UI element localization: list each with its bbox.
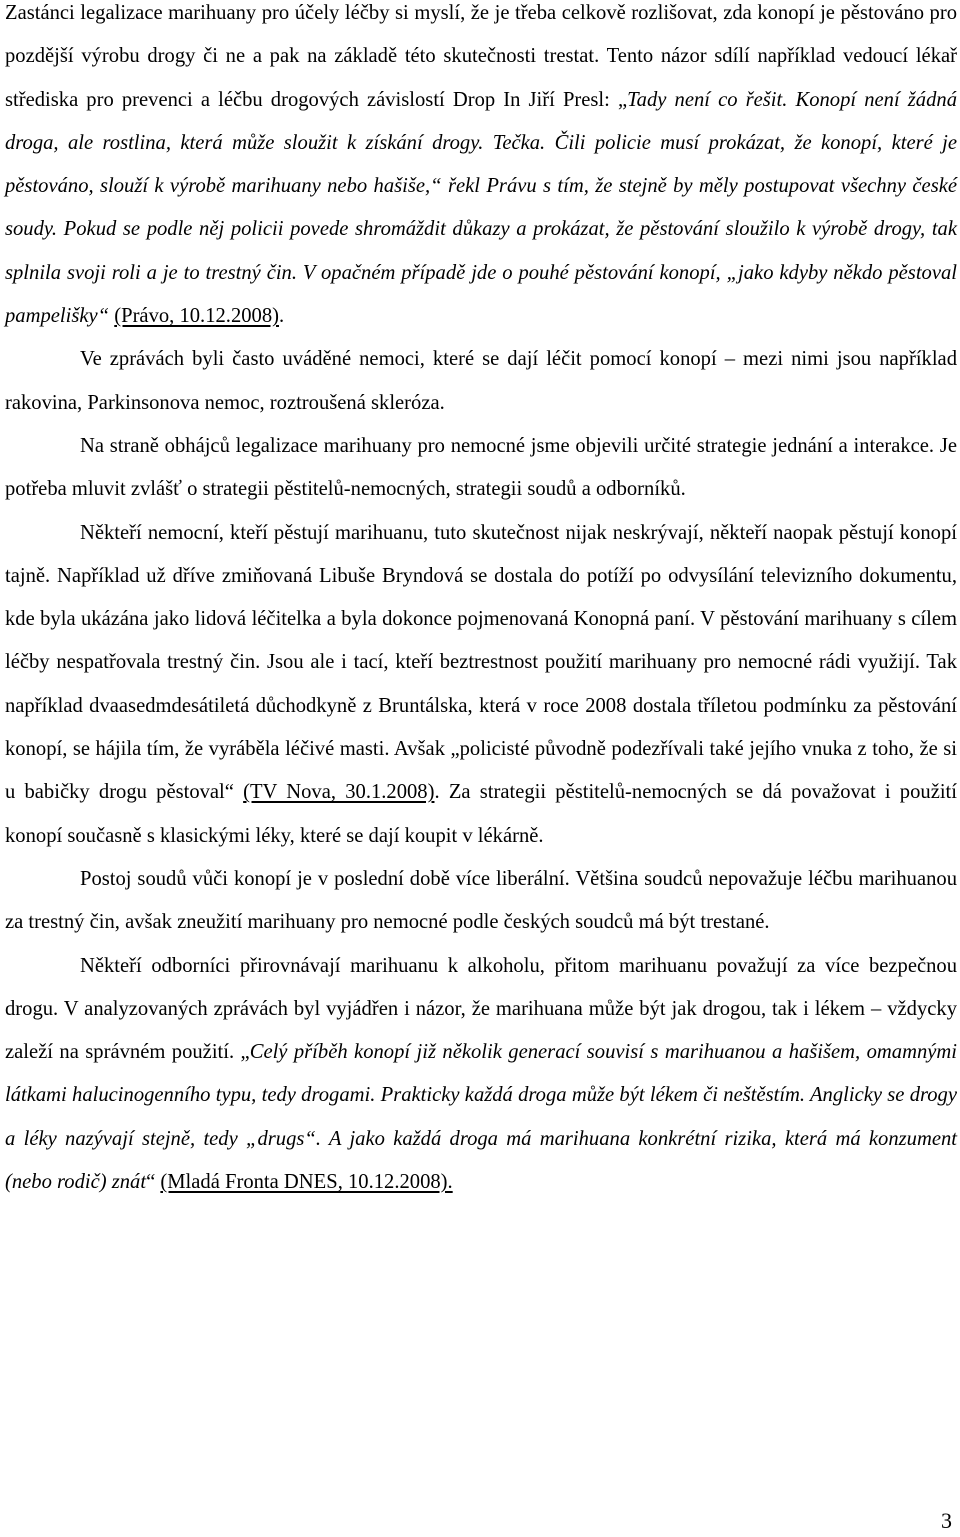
paragraph-5 [5, 858, 957, 945]
body-text [5, 0, 957, 1204]
paragraph-text: Na straně obhájců legalizace marihuany pro nemocné jsme objevili určité strategie jednání a interakce. Je potřeba mluvit zvlášť o strategii pěstitelů-nemocných, strategii soudů a odborníků. [5, 434, 957, 501]
page-number: 3 [941, 1508, 952, 1533]
paragraph-text: . [279, 305, 285, 328]
source-citation: (Mladá Fronta DNES, 10.12.2008). [160, 1171, 453, 1194]
paragraph-text: “ [146, 1171, 161, 1194]
paragraph-text: . Za strategii pěstitelů-nemocných se dá považovat i použití konopí současně s klasickými léky, které se dají koupit v lékárně. [5, 781, 957, 847]
paragraph-text: Zastánci legalizace marihuany pro účely léčby si myslí, že je třeba celkově rozlišovat, zda konopí je pěstováno pro pozdější výrobu drogy či ne a pak na základě této skutečnosti trestat. Tento názor sdílí například vedoucí lékař střediska pro prevenci a léčbu drogových závislostí Drop In Jiří Presl: „ [5, 2, 957, 111]
italic-quote: Tady není co řešit. Konopí není žádná droga, ale rostlina, která může sloužit k získání drogy. Tečka. Čili policie musí prokázat, že konopí, které je pěstováno, slouží k výrobě marihuany nebo hašiše,“ řekl Právu s tím, že stejně by měly postupovat všechny české soudy. Pokud se podle něj policii povede shromáždit důkazy a prokázat, že pěstování sloužilo k výrobě drogy, tak splnila svoji roli a je to trestný čin. V opačném případě jde o pouhé pěstování konopí, „jako kdyby někdo pěstoval pampelišky“ [5, 88, 957, 328]
paragraph-text: Ve zprávách byli často uváděné nemoci, které se dají léčit pomocí konopí – mezi nimi jsou například rakovina, Parkinsonova nemoc, roztroušená skleróza. [5, 348, 957, 414]
paragraph-text: Postoj soudů vůči konopí je v poslední době více liberální. Většina soudců nepovažuje léčbu marihuanou za trestný čin, avšak zneužití marihuany pro nemocné podle českých soudců má být trestané. [5, 867, 957, 934]
paragraph-6 [5, 945, 957, 1205]
paragraph-2 [5, 338, 957, 425]
paragraph-4 [5, 512, 957, 858]
paragraph-text: Někteří nemocní, kteří pěstují marihuanu, tuto skutečnost nijak neskrývají, někteří naopak pěstují konopí tajně. Například už dříve zmiňovaná Libuše Bryndová se dostala do potíží po odvysílání televizního dokumentu, kde byla ukázána jako lidová léčitelka a byla dokonce pojmenovaná Konopná paní. V pěstování marihuany s cílem léčby nespatřovala trestný čin. Jsou ale i tací, kteří beztrestnost použití marihuany pro nemocné rádi využijí. Tak například dvaasedmdesátiletá důchodkyně z Bruntálska, která v roce 2008 dostala tříletou podmínku za pěstování konopí, se hájila tím, že vyráběla léčivé masti. Avšak „policisté původně podezřívali také jejího vnuka z toho, že si u babičky drogu pěstoval“ [5, 521, 957, 804]
paragraph-3 [5, 425, 957, 512]
source-citation: (TV Nova, 30.1.2008) [243, 781, 435, 804]
italic-quote: Celý příběh konopí již několik generací souvisí s marihuanou a hašišem, omamnými látkami halucinogenního typu, tedy drogami. Prakticky každá droga může být lékem či neštěstím. Anglicky se drogy a léky nazývají stejně, tedy „drugs“. A jako každá droga má marihuana konkrétní rizika, která má konzument (nebo rodič) znát [5, 1041, 957, 1194]
paragraph-1 [5, 0, 957, 338]
source-citation: (Právo, 10.12.2008) [114, 305, 279, 328]
paragraph-text: Někteří odborníci přirovnávají marihuanu k alkoholu, přitom marihuanu považují za více bezpečnou drogu. V analyzovaných zprávách byl vyjádřen i názor, že marihuana může být jak drogou, tak i lékem – vždycky zaleží na správném použití. „ [5, 954, 957, 1064]
